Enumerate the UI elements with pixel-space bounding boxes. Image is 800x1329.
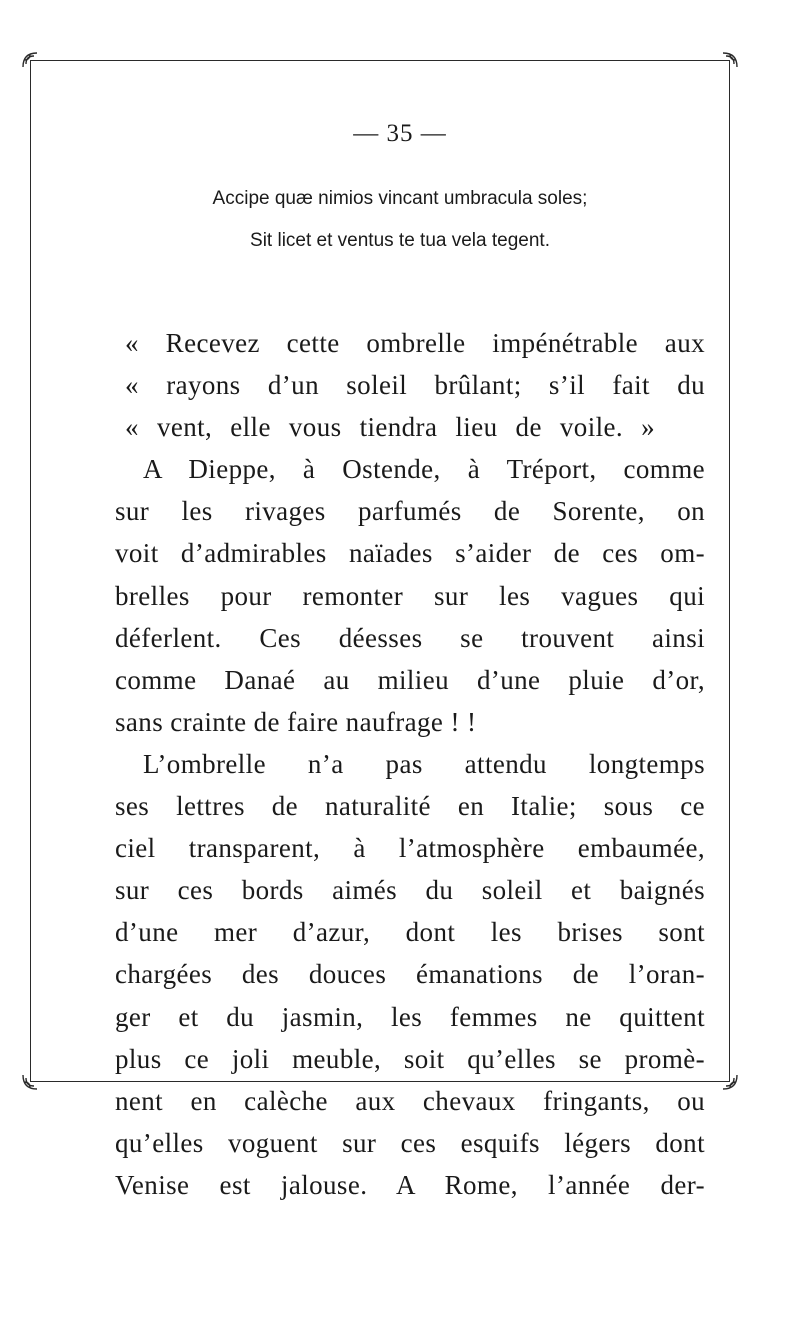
corner-ornament-icon <box>20 1072 40 1092</box>
latin-epigraph <box>120 178 680 262</box>
text-line: brelles pour remonter sur les vagues qui <box>115 580 705 611</box>
text-line: « vent, elle vous tiendra lieu de voile. » <box>125 412 655 443</box>
epigraph-line: Accipe quæ nimios vincant umbracula soles; <box>212 188 588 209</box>
corner-ornament-icon <box>720 50 740 70</box>
epigraph-line: Sit licet et ventus te tua vela tegent. <box>250 230 550 251</box>
text-line: « rayons d’un soleil brûlant; s’il fait du <box>125 370 705 401</box>
text-line: A Dieppe, à Ostende, à Tréport, comme <box>143 454 705 485</box>
text-line: sans crainte de faire naufrage ! ! <box>115 706 477 737</box>
body-text <box>115 322 705 1206</box>
text-line: plus ce joli meuble, soit qu’elles se promè- <box>115 1043 705 1074</box>
text-line: ses lettres de naturalité en Italie; sous ce <box>115 791 705 822</box>
text-line: voit d’admirables naïades s’aider de ces om- <box>115 538 705 569</box>
text-line: ciel transparent, à l’atmosphère embaumée, <box>115 833 705 864</box>
text-line: d’une mer d’azur, dont les brises sont <box>115 917 705 948</box>
text-line: « Recevez cette ombrelle impénétrable aux <box>125 328 705 358</box>
text-line: ger et du jasmin, les femmes ne quittent <box>115 1001 705 1032</box>
corner-ornament-icon <box>20 50 40 70</box>
page-number: — 35 — <box>353 120 447 147</box>
text-line: L’ombrelle n’a pas attendu longtemps <box>143 748 705 779</box>
text-line: déferlent. Ces déesses se trouvent ainsi <box>115 622 705 653</box>
text-line: comme Danaé au milieu d’une pluie d’or, <box>115 664 705 695</box>
text-line: sur ces bords aimés du soleil et baignés <box>115 875 705 906</box>
text-line: qu’elles voguent sur ces esquifs légers dont <box>115 1127 705 1158</box>
text-line: Venise est jalouse. A Rome, l’année der- <box>115 1169 705 1200</box>
text-line: chargées des douces émanations de l’oran- <box>115 959 705 990</box>
text-line: nent en calèche aux chevaux fringants, ou <box>115 1085 705 1116</box>
text-line: sur les rivages parfumés de Sorente, on <box>115 496 705 527</box>
corner-ornament-icon <box>720 1072 740 1092</box>
